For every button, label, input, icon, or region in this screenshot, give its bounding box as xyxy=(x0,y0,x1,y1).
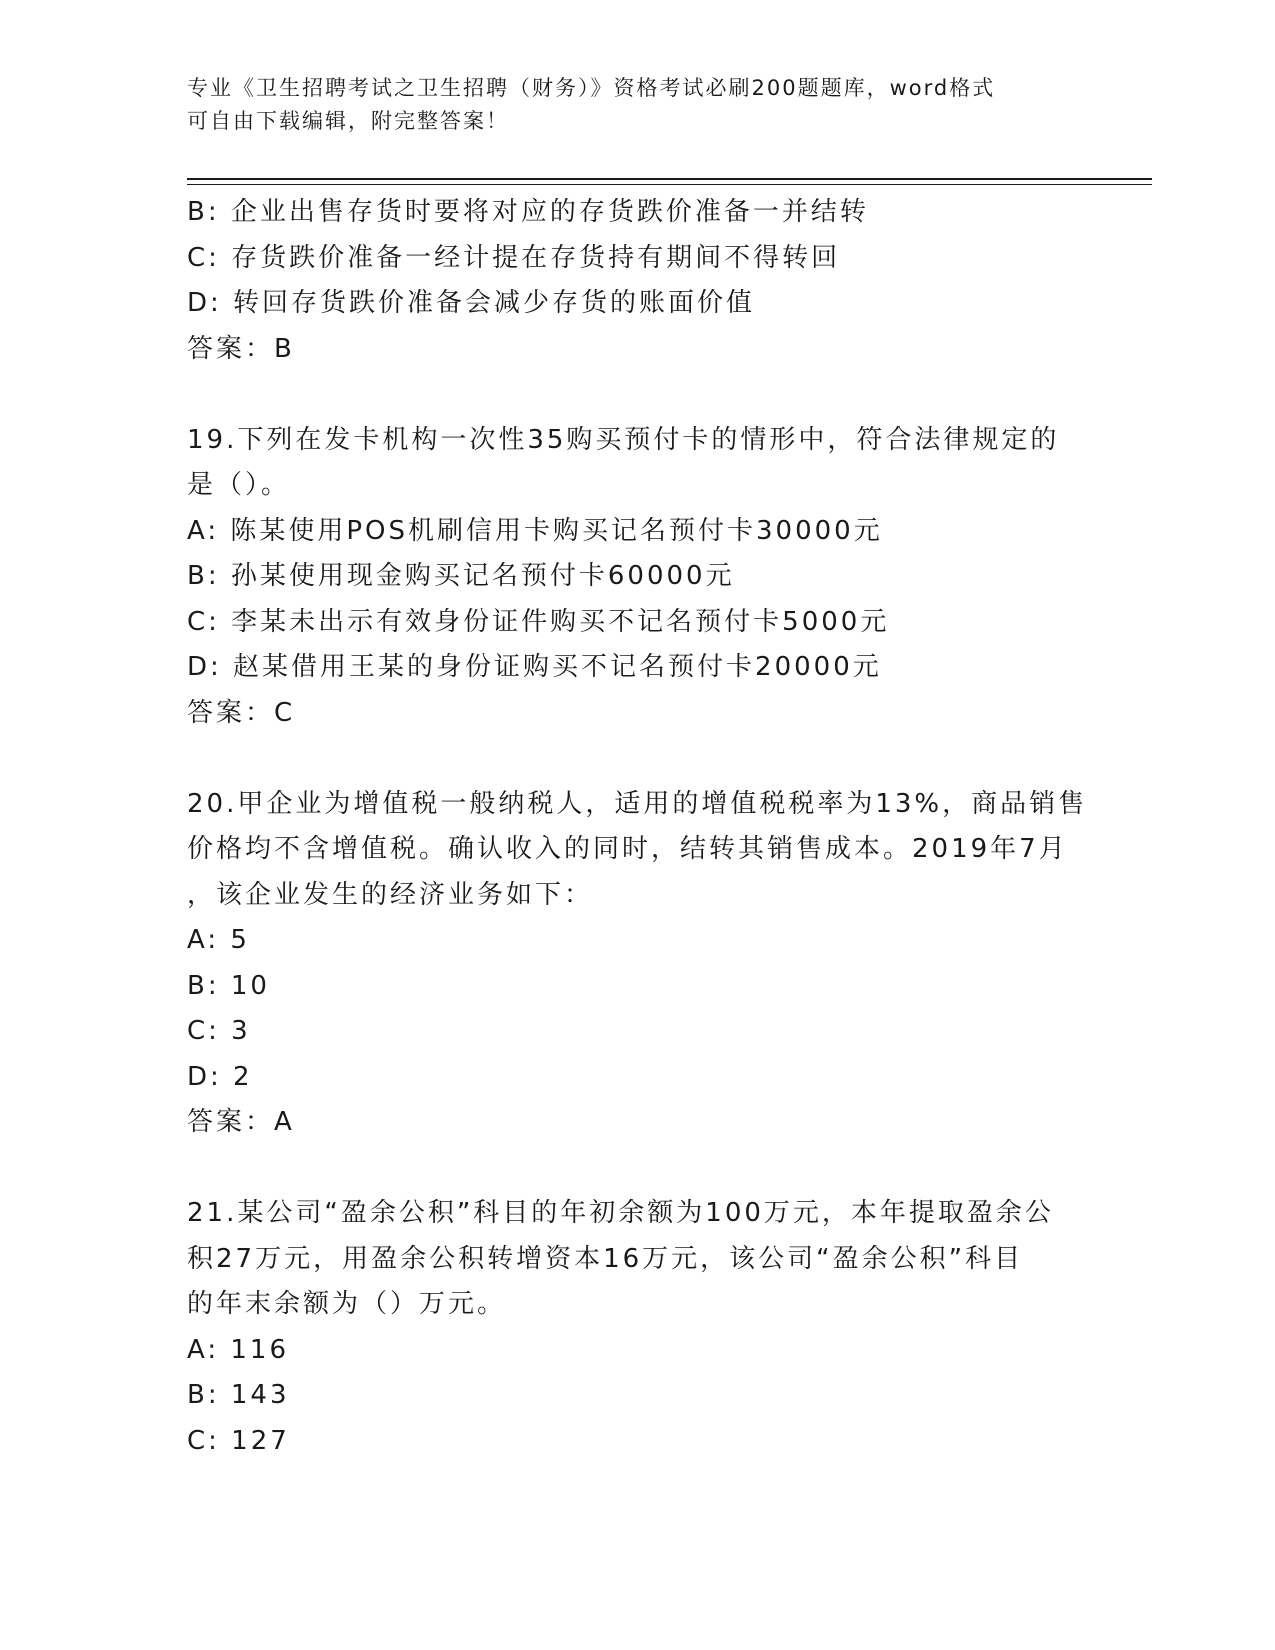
option-c: C: 李某未出示有效身份证件购买不记名预付卡5000元 xyxy=(187,606,890,637)
question-content xyxy=(187,190,1087,1464)
option-b: B: 143 xyxy=(187,1380,290,1410)
option-a: A: 5 xyxy=(187,925,250,955)
question-21-text-cont: 积27万元，用盈余公积转增资本16万元，该公司“盈余公积”科目 xyxy=(187,1243,1024,1274)
option-a: A: 116 xyxy=(187,1334,289,1365)
answer-line: 答案：B xyxy=(187,333,295,364)
option-d: D: 2 xyxy=(187,1061,253,1092)
question-21-text: 21.某公司“盈余公积”科目的年初余额为100万元，本年提取盈余公 xyxy=(187,1198,1054,1228)
question-20-text-cont: ，该企业发生的经济业务如下： xyxy=(187,879,594,910)
spacer xyxy=(187,372,1087,418)
question-20-text: 20.甲企业为增值税一般纳税人，适用的增值税税率为13%，商品销售 xyxy=(187,788,1088,819)
header-line-1: 专业《卫生招聘考试之卫生招聘（财务）》资格考试必刷200题题库，word格式 xyxy=(187,76,996,100)
question-20-text-cont: 价格均不含增值税。确认收入的同时，结转其销售成本。2019年7月 xyxy=(187,834,1068,864)
spacer xyxy=(187,736,1087,782)
question-19-text: 19.下列在发卡机构一次性35购买预付卡的情形中，符合法律规定的 xyxy=(187,424,1060,455)
option-c: C: 3 xyxy=(187,1016,251,1046)
answer-line: 答案：A xyxy=(187,1107,295,1137)
option-d: D: 赵某借用王某的身份证购买不记名预付卡20000元 xyxy=(187,652,882,682)
header-divider-thick xyxy=(187,178,1152,180)
option-b: B: 10 xyxy=(187,970,270,1001)
question-21-text-cont: 的年末余额为（）万元。 xyxy=(187,1289,507,1319)
option-b: B: 企业出售存货时要将对应的存货跌价准备一并结转 xyxy=(187,197,869,227)
question-19-text-cont: 是（）。 xyxy=(187,470,291,500)
option-b: B: 孙某使用现金购买记名预付卡60000元 xyxy=(187,561,735,591)
option-c: C: 存货跌价准备一经计提在存货持有期间不得转回 xyxy=(187,242,841,273)
option-c: C: 127 xyxy=(187,1425,290,1456)
option-d: D: 转回存货跌价准备会减少存货的账面价值 xyxy=(187,288,756,318)
option-a: A: 陈某使用POS机刷信用卡购买记名预付卡30000元 xyxy=(187,515,883,546)
answer-line: 答案：C xyxy=(187,697,296,728)
header-line-2: 可自由下载编辑，附完整答案！ xyxy=(187,109,509,133)
header-divider-thin xyxy=(187,184,1152,185)
spacer xyxy=(187,1146,1087,1192)
document-header xyxy=(187,72,1087,138)
